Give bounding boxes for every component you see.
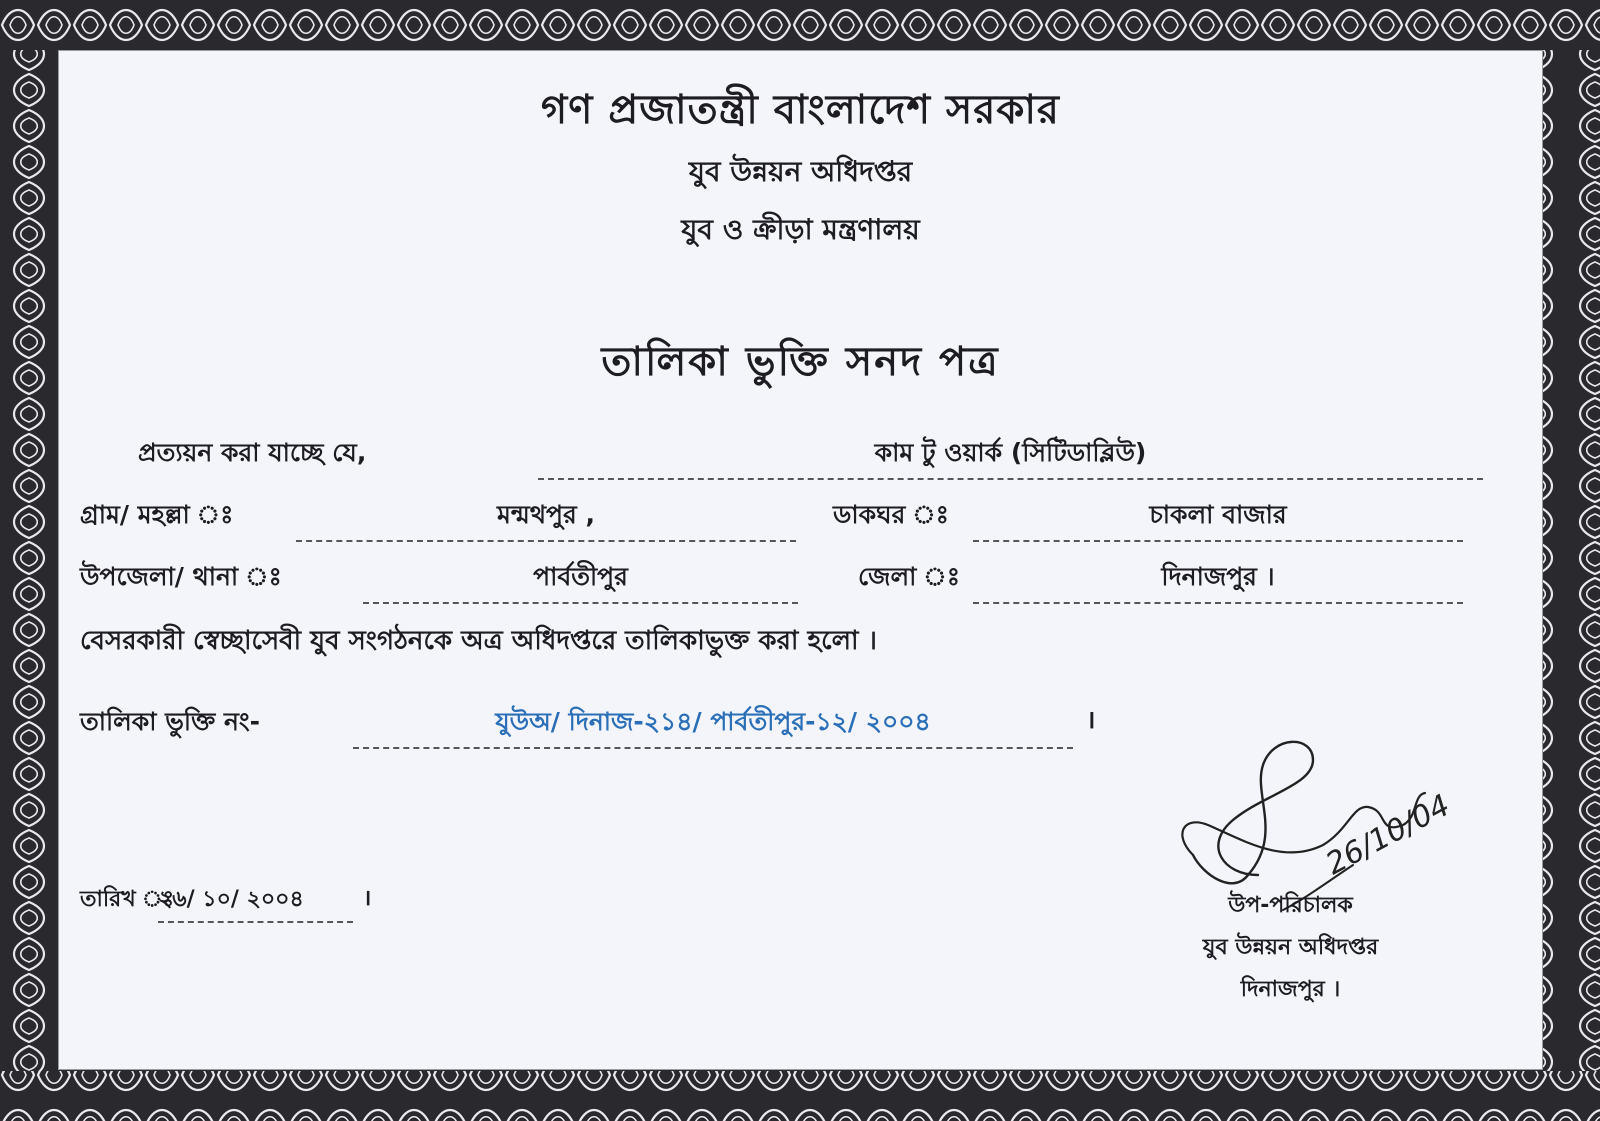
svg-text:26/10/04 (1320, 788, 1455, 882)
village-field (296, 495, 796, 542)
upazila-field (363, 557, 798, 604)
certificate-title: তালিকা ভুক্তি সনদ পত্র (601, 339, 1000, 385)
organization-name: কাম টু ওয়ার্ক (সিটিডাব্লিউ) (874, 438, 1147, 467)
date-value: ২৬/ ১০/ ২০০৪ (158, 887, 304, 912)
certify-label: প্রত্যয়ন করা যাচ্ছে যে, (138, 438, 367, 467)
post-office-value: চাকলা বাজার (1149, 500, 1287, 529)
government-heading: গণ প্রজাতন্ত্রী বাংলাদেশ সরকার (541, 87, 1060, 133)
registration-suffix: । (1086, 705, 1096, 734)
date-label: তারিখ ঃ (80, 887, 175, 912)
upazila-label: উপজেলা/ থানা ঃ (80, 562, 282, 591)
registration-label: তালিকা ভুক্তি নং- (80, 707, 261, 736)
ministry-heading: যুব ও ক্রীড়া মন্ত্রণালয় (681, 213, 920, 246)
district-value: দিনাজপুর । (1161, 562, 1275, 591)
district-field (973, 557, 1463, 604)
village-label: গ্রাম/ মহল্লা ঃ (80, 500, 234, 529)
village-value: মন্মথপুর , (497, 500, 595, 529)
date-suffix: । (363, 886, 372, 911)
signatory-title: উপ-পরিচালক (1228, 893, 1353, 918)
certificate-paper (58, 50, 1543, 1070)
registration-number-field (353, 702, 1073, 749)
department-heading: যুব উন্নয়ন অধিদপ্তর (688, 155, 913, 188)
upazila-value: পার্বতীপুর (533, 562, 628, 591)
signatory-location: দিনাজপুর । (1240, 977, 1341, 1002)
date-field (158, 882, 353, 923)
registration-number: যুউঅ/ দিনাজ-২১৪/ পার্বতীপুর-১২/ ২০০৪ (495, 707, 931, 736)
enlistment-statement: বেসরকারী স্বেচ্ছাসেবী যুব সংগঠনকে অত্র অধিদপ্তরে তালিকাভুক্ত করা হলো । (80, 626, 877, 656)
post-office-field (973, 495, 1463, 542)
signatory-department: যুব উন্নয়ন অধিদপ্তর (1202, 935, 1379, 960)
organization-name-field (538, 433, 1483, 480)
post-office-label: ডাকঘর ঃ (833, 500, 949, 529)
district-label: জেলা ঃ (858, 562, 961, 591)
signature-date: 26/10/04 (1320, 787, 1456, 883)
